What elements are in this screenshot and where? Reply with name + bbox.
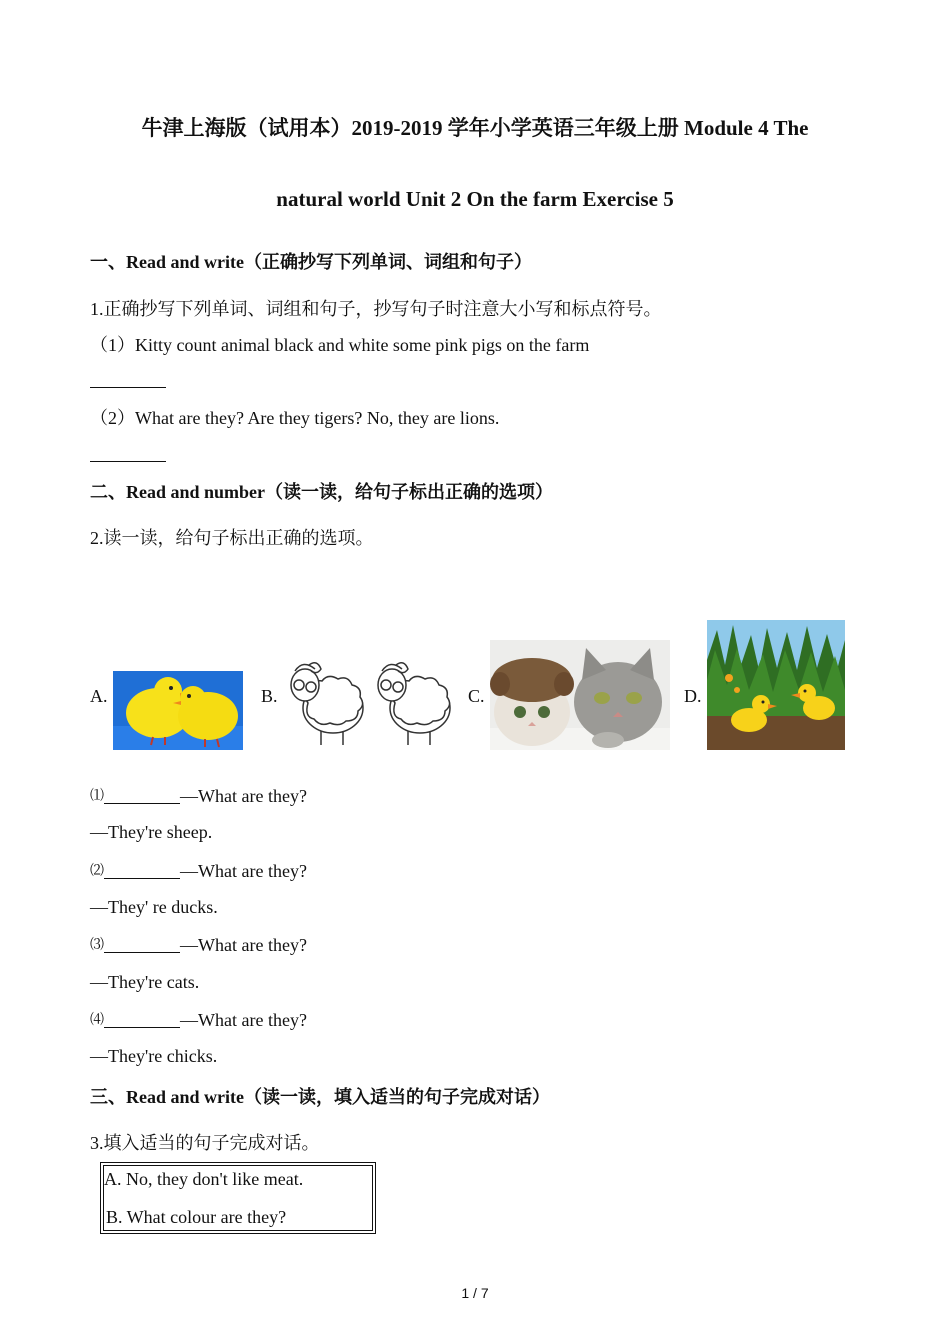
section-1-heading: 一、Read and write（正确抄写下列单词、词组和句子） bbox=[90, 252, 532, 272]
question-3-number: ⑶ bbox=[90, 938, 104, 953]
question-3-blank bbox=[104, 938, 180, 953]
question-4-text: —What are they? bbox=[180, 1010, 307, 1030]
question-2-blank bbox=[104, 864, 180, 879]
question-2-text: —What are they? bbox=[180, 861, 307, 881]
question-3 bbox=[90, 934, 307, 956]
question-1 bbox=[90, 785, 307, 807]
section-1-instruction: 1.正确抄写下列单词、词组和句子，抄写句子时注意大小写和标点符号。 bbox=[90, 299, 662, 319]
page-title-line-2: natural world Unit 2 On the farm Exercise 5 bbox=[276, 187, 674, 211]
question-4-number: ⑷ bbox=[90, 1013, 104, 1028]
option-c-label: C. bbox=[468, 686, 485, 706]
section-2-heading: 二、Read and number（读一读，给句子标出正确的选项） bbox=[90, 482, 554, 502]
box-option-b: B. What colour are they? bbox=[106, 1207, 287, 1227]
sheep-image bbox=[283, 653, 458, 750]
question-4-blank bbox=[104, 1013, 180, 1028]
box-option-a: A. No, they don't like meat. bbox=[104, 1169, 304, 1189]
answer-2: —They' re ducks. bbox=[90, 897, 218, 917]
page-number: 1 / 7 bbox=[461, 1285, 489, 1301]
question-2-number: ⑵ bbox=[90, 864, 104, 879]
answer-1: —They're sheep. bbox=[90, 822, 213, 842]
option-b-label: B. bbox=[261, 686, 278, 706]
option-a-label: A. bbox=[90, 686, 108, 706]
ducks-image bbox=[707, 620, 845, 750]
options-box bbox=[100, 1162, 376, 1234]
answer-4: —They're chicks. bbox=[90, 1046, 218, 1066]
cats-image bbox=[490, 640, 670, 750]
answer-line-1 bbox=[90, 387, 166, 388]
question-4 bbox=[90, 1009, 307, 1031]
section-2-instruction: 2.读一读，给句子标出正确的选项。 bbox=[90, 528, 374, 548]
section-3-heading: 三、Read and write（读一读，填入适当的句子完成对话） bbox=[90, 1087, 550, 1107]
section-3-instruction: 3.填入适当的句子完成对话。 bbox=[90, 1133, 320, 1153]
section-1-item-1: （1）Kitty count animal black and white some pink pigs on the farm bbox=[90, 335, 590, 355]
section-1-item-2: （2）What are they? Are they tigers? No, they are lions. bbox=[90, 408, 500, 428]
answer-line-2 bbox=[90, 461, 166, 462]
question-1-number: ⑴ bbox=[90, 789, 104, 804]
page-title-line-1: 牛津上海版（试用本）2019-2019 学年小学英语三年级上册 Module 4 The bbox=[141, 116, 809, 140]
question-2 bbox=[90, 860, 307, 882]
chicks-image bbox=[113, 671, 243, 750]
option-d-label: D. bbox=[684, 686, 702, 706]
question-1-blank bbox=[104, 789, 180, 804]
question-1-text: —What are they? bbox=[180, 786, 307, 806]
question-3-text: —What are they? bbox=[180, 935, 307, 955]
answer-3: —They're cats. bbox=[90, 972, 200, 992]
